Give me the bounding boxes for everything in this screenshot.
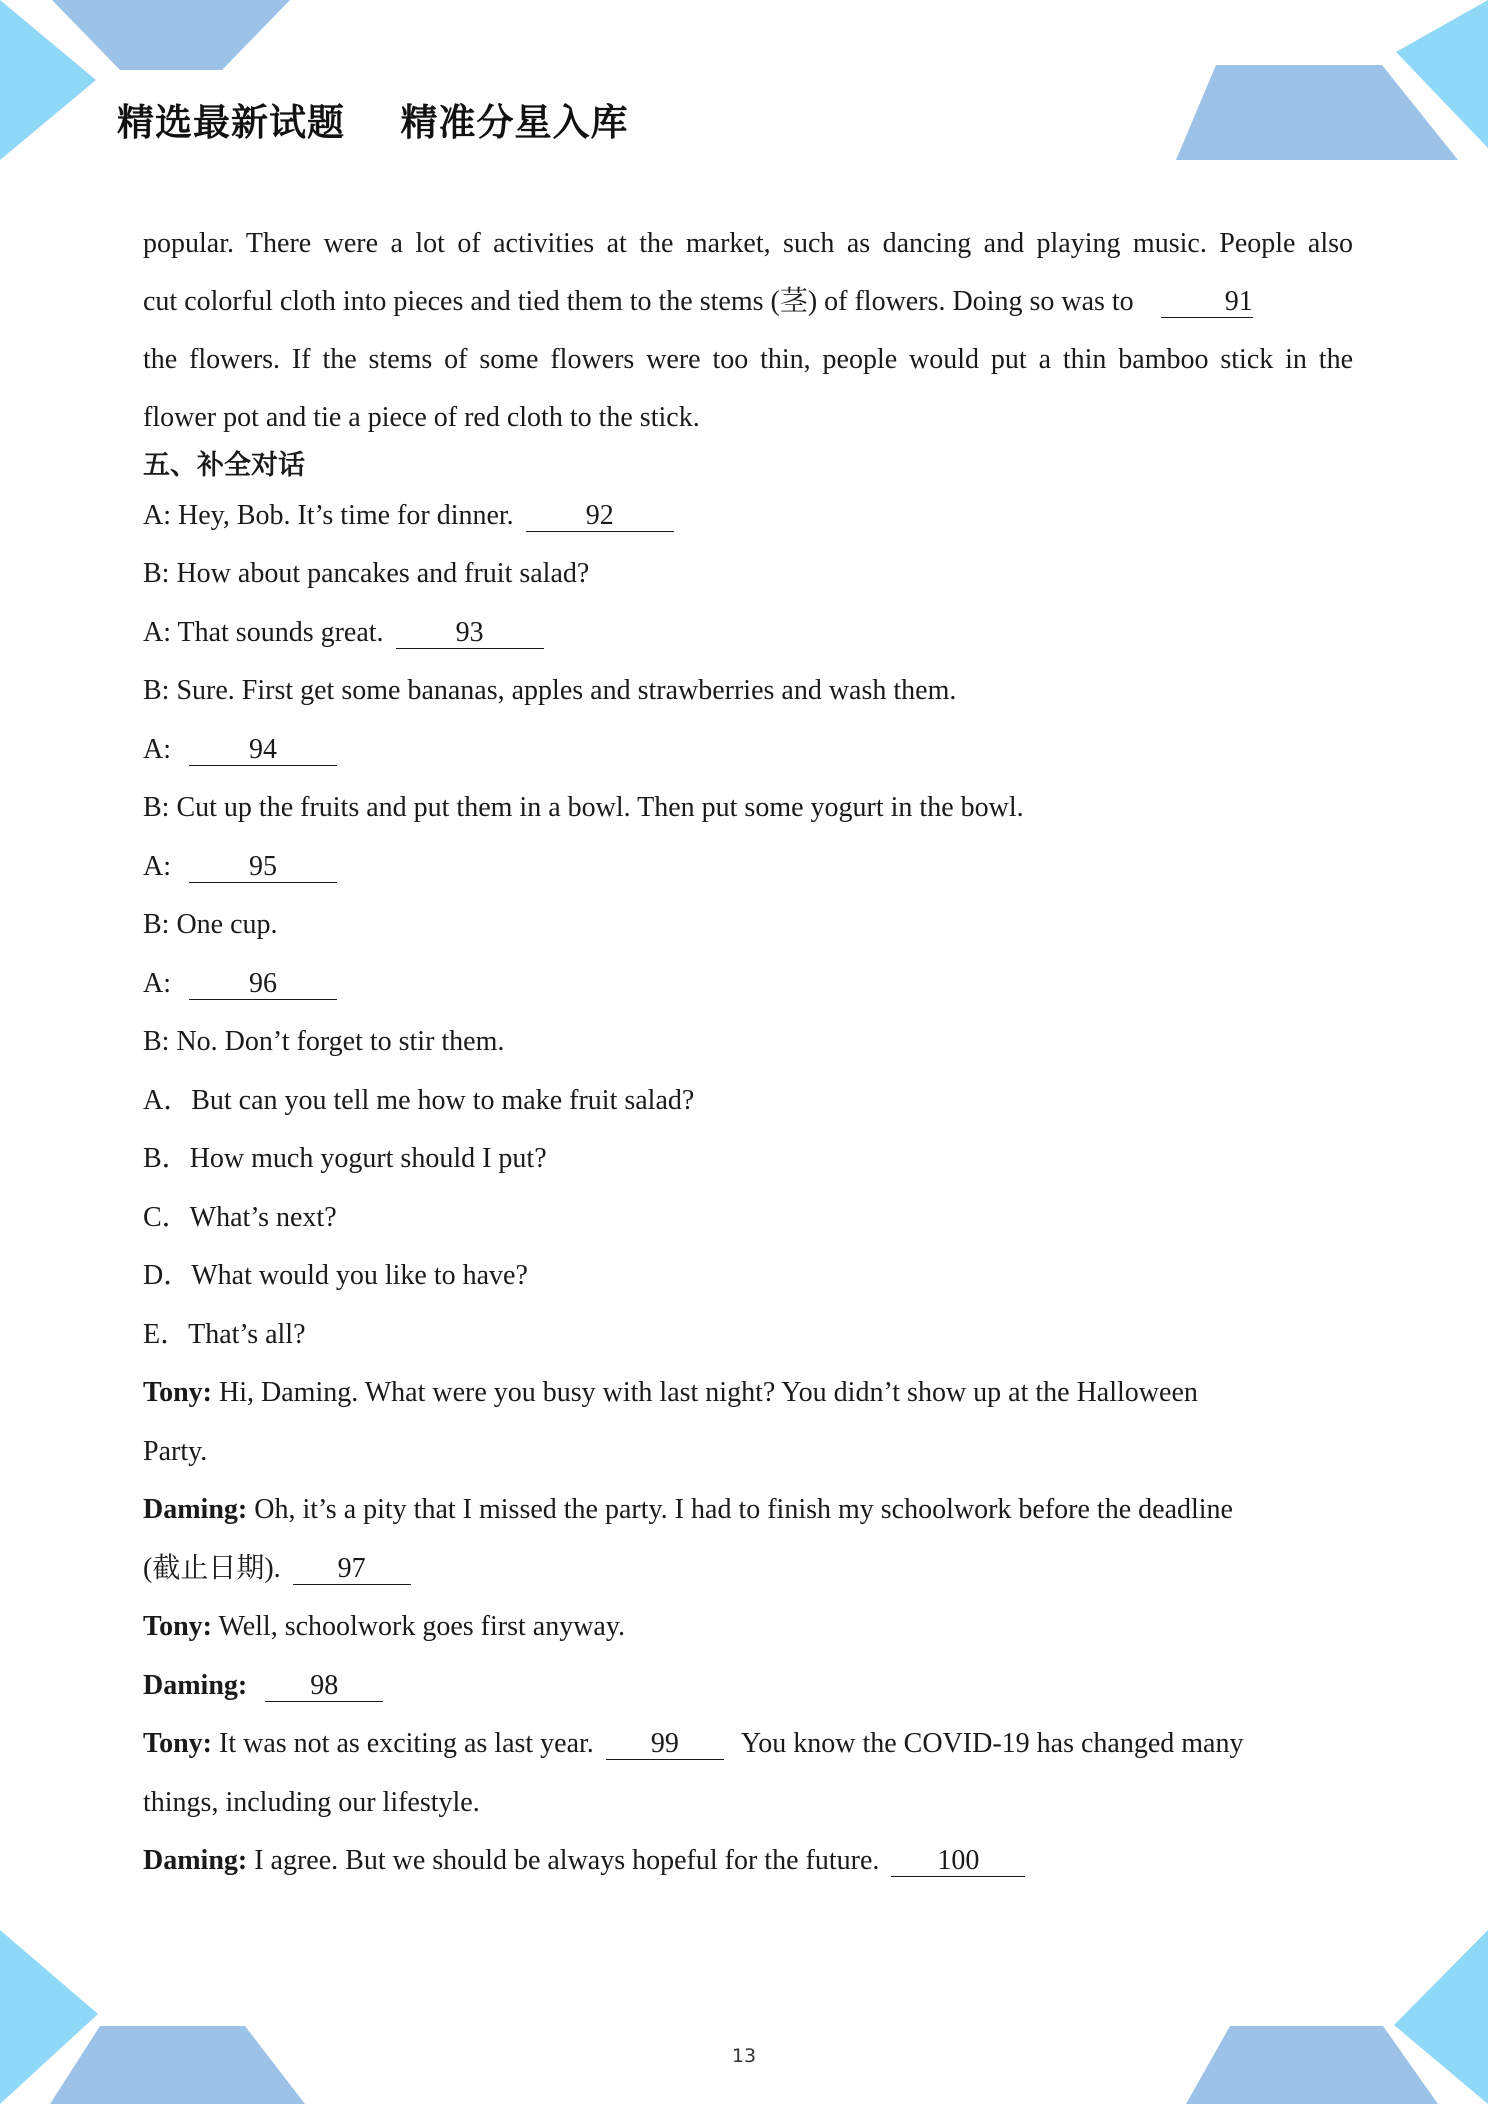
option-d: D．What would you like to have? (143, 1260, 528, 1291)
speaker-daming: Daming: (143, 1670, 248, 1701)
passage-line: flower pot and tie a piece of red cloth to the stick. (143, 402, 700, 433)
dialogue-line (143, 964, 337, 1004)
answer-blank-96[interactable]: 96 (189, 969, 337, 1000)
speaker-tony: Tony: (143, 1728, 213, 1759)
dialogue-text: (截止日期). (143, 1553, 281, 1584)
dialogue-text: A: (143, 968, 171, 999)
answer-blank-95[interactable]: 95 (189, 852, 337, 883)
answer-blank-99[interactable]: 99 (606, 1729, 724, 1760)
top-right-decoration (1160, 0, 1488, 170)
answer-blank-94[interactable]: 94 (189, 735, 337, 766)
bottom-right-decoration (1168, 1930, 1488, 2104)
dialogue-text: Well, schoolwork goes first anyway. (218, 1611, 626, 1642)
answer-blank-91[interactable]: 91 (1161, 287, 1253, 318)
dialogue-line: Party. (143, 1436, 208, 1467)
dialogue-text: A: That sounds great. (143, 617, 384, 648)
dialogue-line (143, 730, 337, 770)
dialogue-line (143, 1841, 1025, 1881)
dialogue-line: B: No. Don’t forget to stir them. (143, 1026, 505, 1057)
header-title: 精选最新试题 精准分星入库 (117, 101, 629, 144)
dialogue-text: Hi, Daming. What were you busy with last night? You didn’t show up at the Halloween (219, 1377, 1198, 1408)
option-a: A．But can you tell me how to make fruit salad? (143, 1085, 695, 1116)
dialogue-line: B: Cut up the fruits and put them in a bowl. Then put some yogurt in the bowl. (143, 792, 1024, 823)
dialogue-line (143, 1607, 625, 1647)
dialogue-text: A: (143, 734, 171, 765)
option-c: C．What’s next? (143, 1202, 337, 1233)
dialogue-line (143, 496, 674, 536)
dialogue-text: I agree. But we should be always hopeful for the future. (254, 1845, 880, 1876)
option-b: B．How much yogurt should I put? (143, 1143, 547, 1174)
dialogue-text: You know the COVID-19 has changed many (740, 1728, 1244, 1759)
dialogue-line (143, 1373, 1198, 1413)
answer-blank-93[interactable]: 93 (396, 618, 544, 649)
dialogue-text: A: (143, 851, 171, 882)
bottom-left-decoration (0, 1930, 320, 2104)
answer-blank-100[interactable]: 100 (891, 1846, 1025, 1877)
passage-line: popular. There were a lot of activities at the market, such as dancing and playing music. People also (143, 228, 1353, 259)
speaker-daming: Daming: (143, 1494, 248, 1525)
answer-blank-92[interactable]: 92 (526, 501, 674, 532)
option-e: E．That’s all? (143, 1319, 306, 1350)
section-heading: 五、补全对话 (143, 450, 305, 481)
answer-blank-98[interactable]: 98 (265, 1671, 383, 1702)
dialogue-line (143, 1490, 1233, 1530)
dialogue-line: B: One cup. (143, 909, 278, 940)
dialogue-line: things, including our lifestyle. (143, 1787, 480, 1818)
page-number: 13 (731, 2045, 757, 2067)
answer-blank-97[interactable]: 97 (293, 1554, 411, 1585)
dialogue-line (143, 1724, 1243, 1764)
dialogue-text: A: Hey, Bob. It’s time for dinner. (143, 500, 514, 531)
passage-line (143, 282, 1253, 322)
speaker-daming: Daming: (143, 1845, 248, 1876)
dialogue-line (143, 847, 337, 887)
passage-line: the flowers. If the stems of some flowers were too thin, people would put a thin bamboo stick in the (143, 344, 1353, 375)
dialogue-line (143, 1666, 383, 1706)
dialogue-line (143, 1549, 411, 1589)
dialogue-text: Oh, it’s a pity that I missed the party. I had to finish my schoolwork before the deadline (254, 1494, 1233, 1525)
speaker-tony: Tony: (143, 1611, 213, 1642)
passage-line-text: cut colorful cloth into pieces and tied them to the stems (茎) of flowers. Doing so was to (143, 286, 1134, 317)
speaker-tony: Tony: (143, 1377, 213, 1408)
dialogue-line: B: Sure. First get some bananas, apples and strawberries and wash them. (143, 675, 957, 706)
dialogue-line (143, 613, 544, 653)
dialogue-line: B: How about pancakes and fruit salad? (143, 558, 590, 589)
dialogue-text: It was not as exciting as last year. (219, 1728, 594, 1759)
